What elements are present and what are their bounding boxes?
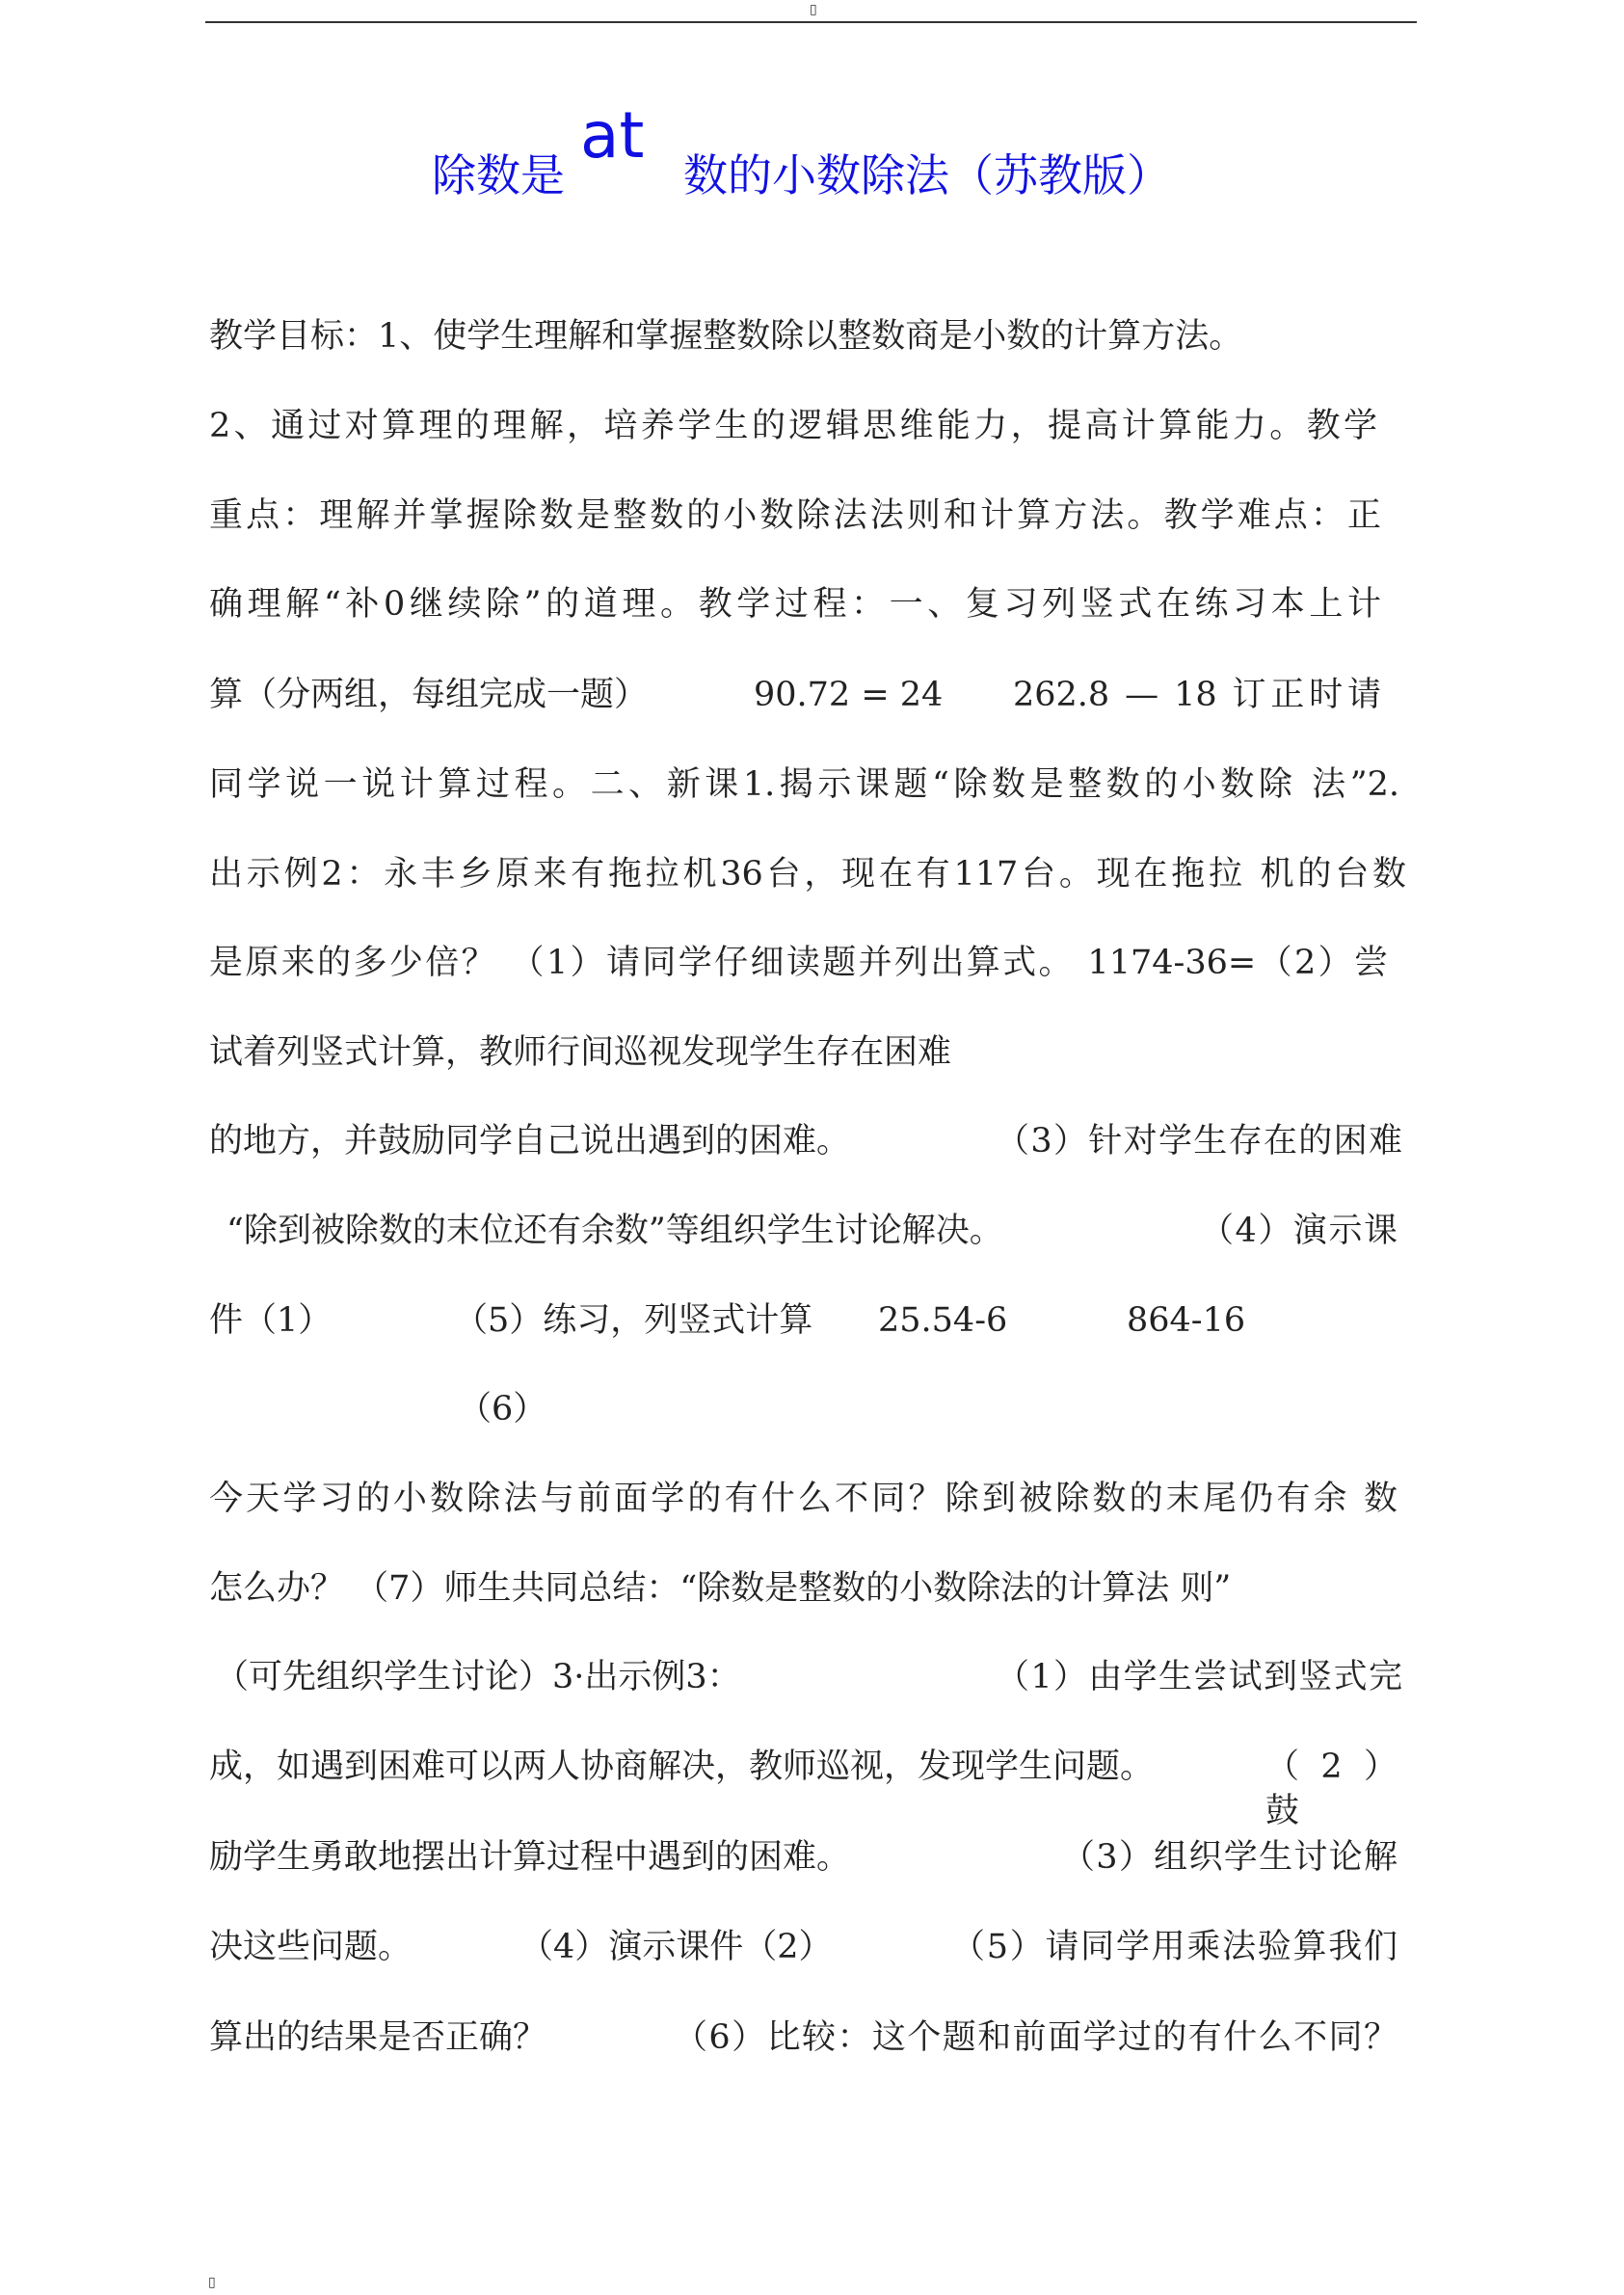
text-segment: 确理解“补0继续除”的道理。教学过程：一、复习列竖式在练习本上计 — [209, 585, 1381, 624]
body-line-3 — [0, 494, 1624, 538]
text-segment: 90.72 = 24 — [754, 676, 944, 714]
text-segment: 的地方，并鼓励同学自己说出遇到的困难。 — [209, 1122, 851, 1161]
text-segment: （1）由学生尝试到竖式完 — [996, 1658, 1402, 1696]
text-segment: 试着列竖式计算，教师行间巡视发现学生存在困难 — [209, 1033, 952, 1072]
body-line-7 — [0, 852, 1624, 896]
body-line-17 — [0, 1745, 1624, 1830]
text-segment: （2） 鼓 — [1265, 1748, 1398, 1830]
text-segment: 成，如遇到困难可以两人协商解决，教师巡视，发现学生问题。 — [209, 1748, 1155, 1786]
body-line-1 — [0, 314, 1624, 359]
text-segment: （3）组织学生讨论解 — [1061, 1838, 1398, 1877]
text-segment: （5）请同学用乘法验算我们 — [951, 1928, 1398, 1966]
text-segment: （6） — [458, 1390, 547, 1428]
body-line-20 — [0, 2015, 1624, 2060]
body-line-15 — [0, 1566, 1624, 1611]
body-line-18 — [0, 1835, 1624, 1880]
title-part-3: 数的小数除法（苏教版） — [683, 149, 1171, 201]
text-segment: 25.54-6 — [878, 1301, 1008, 1340]
text-segment: 重点：理解并掌握除数是整数的小数除法法则和计算方法。教学难点：正 — [209, 496, 1381, 535]
header-rule — [205, 21, 1417, 23]
text-segment: （6）比较：这个题和前面学过的有什么不同？ — [674, 2018, 1398, 2057]
body-line-2 — [0, 404, 1624, 448]
text-segment: 怎么办？ （7）师生共同总结：“除数是整数的小数除法的计算法 则” — [209, 1569, 1232, 1608]
footer-mark: ▯ — [208, 2275, 216, 2290]
text-segment: 件（1） — [209, 1301, 333, 1340]
body-line-9 — [0, 1030, 1624, 1075]
text-segment: 2、通过对算理的理解，培养学生的逻辑思维能力，提高计算能力。教学 — [209, 407, 1377, 445]
body-line-4 — [0, 582, 1624, 627]
body-line-10 — [0, 1119, 1624, 1163]
text-segment: 励学生勇敢地摆出计算过程中遇到的困难。 — [209, 1838, 851, 1877]
text-segment: 864-16 — [1127, 1301, 1246, 1340]
text-segment: “除到被除数的末位还有余数”等组织学生讨论解决。 — [226, 1212, 1003, 1250]
text-segment: 是原来的多少倍？ （1）请同学仔细读题并列出算式。 1174-36=（2）尝 — [209, 944, 1388, 982]
text-segment: 同学说一说计算过程。二、新课1.揭示课题“除数是整数的小数除 法”2. — [209, 765, 1399, 804]
text-segment: （3）针对学生存在的困难 — [996, 1122, 1402, 1161]
text-segment: 算出的结果是否正确？ — [209, 2018, 547, 2057]
body-line-19 — [0, 1925, 1624, 1969]
title-part-1: 除数是 — [432, 149, 565, 201]
text-segment: 今天学习的小数除法与前面学的有什么不同？除到被除数的末尾仍有余 数 — [209, 1480, 1398, 1518]
body-line-6 — [0, 762, 1624, 807]
body-line-5 — [0, 673, 1624, 717]
title-part-2: at — [580, 98, 645, 173]
body-line-14 — [0, 1477, 1624, 1521]
text-segment: 262.8 — 18 订正时请 — [1013, 676, 1381, 714]
body-line-16 — [0, 1655, 1624, 1699]
text-segment: （4）演示课 — [1200, 1212, 1398, 1250]
body-line-11 — [0, 1209, 1624, 1253]
text-segment: 算（分两组，每组完成一题） — [209, 676, 649, 714]
body-line-8 — [0, 941, 1624, 985]
text-segment: （4）演示课件（2） — [519, 1928, 833, 1966]
text-segment: 教学目标：1、使学生理解和掌握整数除以整数商是小数的计算方法。 — [209, 317, 1243, 356]
header-mark: ▯ — [810, 2, 817, 17]
body-line-12 — [0, 1298, 1624, 1343]
text-segment: 出示例2：永丰乡原来有拖拉机36台，现在有117台。现在拖拉 机的台数 — [209, 855, 1406, 894]
text-segment: （可先组织学生讨论）3·出示例3： — [215, 1658, 741, 1696]
body-line-13 — [0, 1387, 1624, 1431]
text-segment: （5）练习，列竖式计算 — [454, 1301, 813, 1340]
text-segment: 决这些问题。 — [209, 1928, 413, 1966]
